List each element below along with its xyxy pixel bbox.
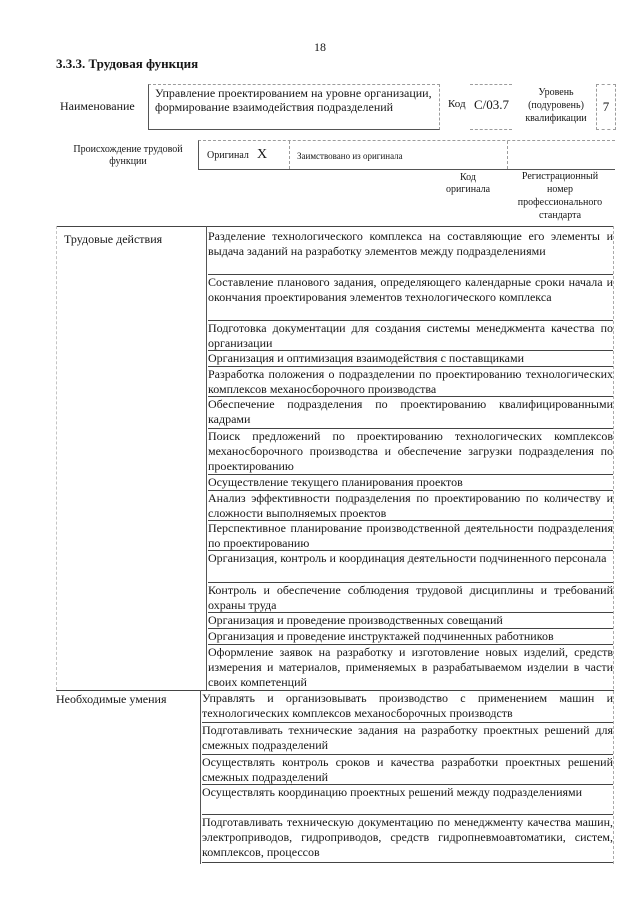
registration-number-label: Регистрационный номер профессионального стандарта [517,171,603,221]
labor-action-item: Анализ эффективности подразделения по проектированию по количеству и сложности выполняемых проектов [208,491,613,520]
required-skill-item: Управлять и организовывать производство с применением машин и технологических комплексов механосборочных производств [202,691,613,723]
labor-action-item: Оформление заявок на разработку и изготовление новых изделий, средств измерения и материалов, применяемых в разрабатываемом изделии в части своих компетенций [208,645,613,689]
name-box [148,84,440,130]
column-divider-skills [200,690,201,864]
table-left-edge [56,226,57,690]
level-label: Уровень (подуровень) квалификации [525,87,587,124]
labor-action-item: Осуществление текущего планирования проектов [208,475,613,491]
borrowed-label: Заимствовано из оригинала [297,151,403,161]
labor-action-item: Организация, контроль и координация деятельности подчиненного персонала [208,551,613,583]
origin-original-cell [199,141,290,169]
required-skill-item: Осуществлять контроль сроков и качества разработки проектных решений смежных подразделений [202,755,613,784]
labor-action-item: Организация и проведение инструктажей подчиненных работников [208,629,613,645]
required-skill-item: Осуществлять координацию проектных решений между подразделениями [202,785,613,815]
labor-actions-label: Трудовые действия [64,232,163,246]
table-right-edge [613,226,614,864]
labor-action-item: Организация и проведение производственных совещаний [208,613,613,629]
origin-box [198,140,615,170]
required-skills-label: Необходимые умения [56,692,167,706]
labor-action-item: Составление планового задания, определяющего календарные сроки начала и окончания проектирования элементов технологического комплекса [208,275,613,321]
labor-action-item: Контроль и обеспечение соблюдения трудовой дисциплины и требований охраны труда [208,583,613,612]
labor-action-item: Разработка положения о подразделении по проектированию технологических комплексов механосборочного производства [208,367,613,396]
origin-borrowed-cell [289,141,508,169]
code-label: Код [448,98,466,110]
labor-action-item: Поиск предложений по проектированию технологических комплексов механосборочного производства и обеспечение загрузки подразделения по проектированию [208,429,613,473]
origin-code-label: Код оригинала [445,172,491,195]
level-box [596,84,616,130]
table-top-rule [56,226,614,227]
required-skill-item: Подготавливать техническую документацию по менеджменту качества машин, электроприводов, гидроприводов, средств гидропневмоавтоматики, систем, комплексов, процессов [202,815,613,863]
page-number: 18 [314,40,326,54]
labor-action-item: Обеспечение подразделения по проектированию квалифицированными кадрами [208,397,613,429]
section-title: 3.3.3. Трудовая функция [56,56,199,71]
original-label: Оригинал [207,150,249,161]
labor-action-item: Перспективное планирование производственной деятельности подразделения по проектированию [208,521,613,550]
original-mark: X [257,147,268,162]
name-label: Наименование [60,99,135,113]
column-divider-actions [206,226,207,690]
code-box [470,84,512,130]
code-value: C/03.7 [474,97,510,112]
name-value: Управление проектированием на уровне организации, формирование взаимодействия подразделений [155,86,432,114]
labor-action-item: Организация и оптимизация взаимодействия с поставщиками [208,351,613,367]
origin-label: Происхождение трудовой функции [73,144,183,167]
origin-divider [507,141,508,169]
labor-action-item: Разделение технологического комплекса на составляющие его элементы и выдача заданий на разработку элементов между подразделениями [208,229,613,275]
labor-action-item: Подготовка документации для создания системы менеджмента качества по организации [208,321,613,350]
level-value: 7 [602,99,610,114]
required-skill-item: Подготавливать технические задания на разработку проектных решений для смежных подразделений [202,723,613,755]
